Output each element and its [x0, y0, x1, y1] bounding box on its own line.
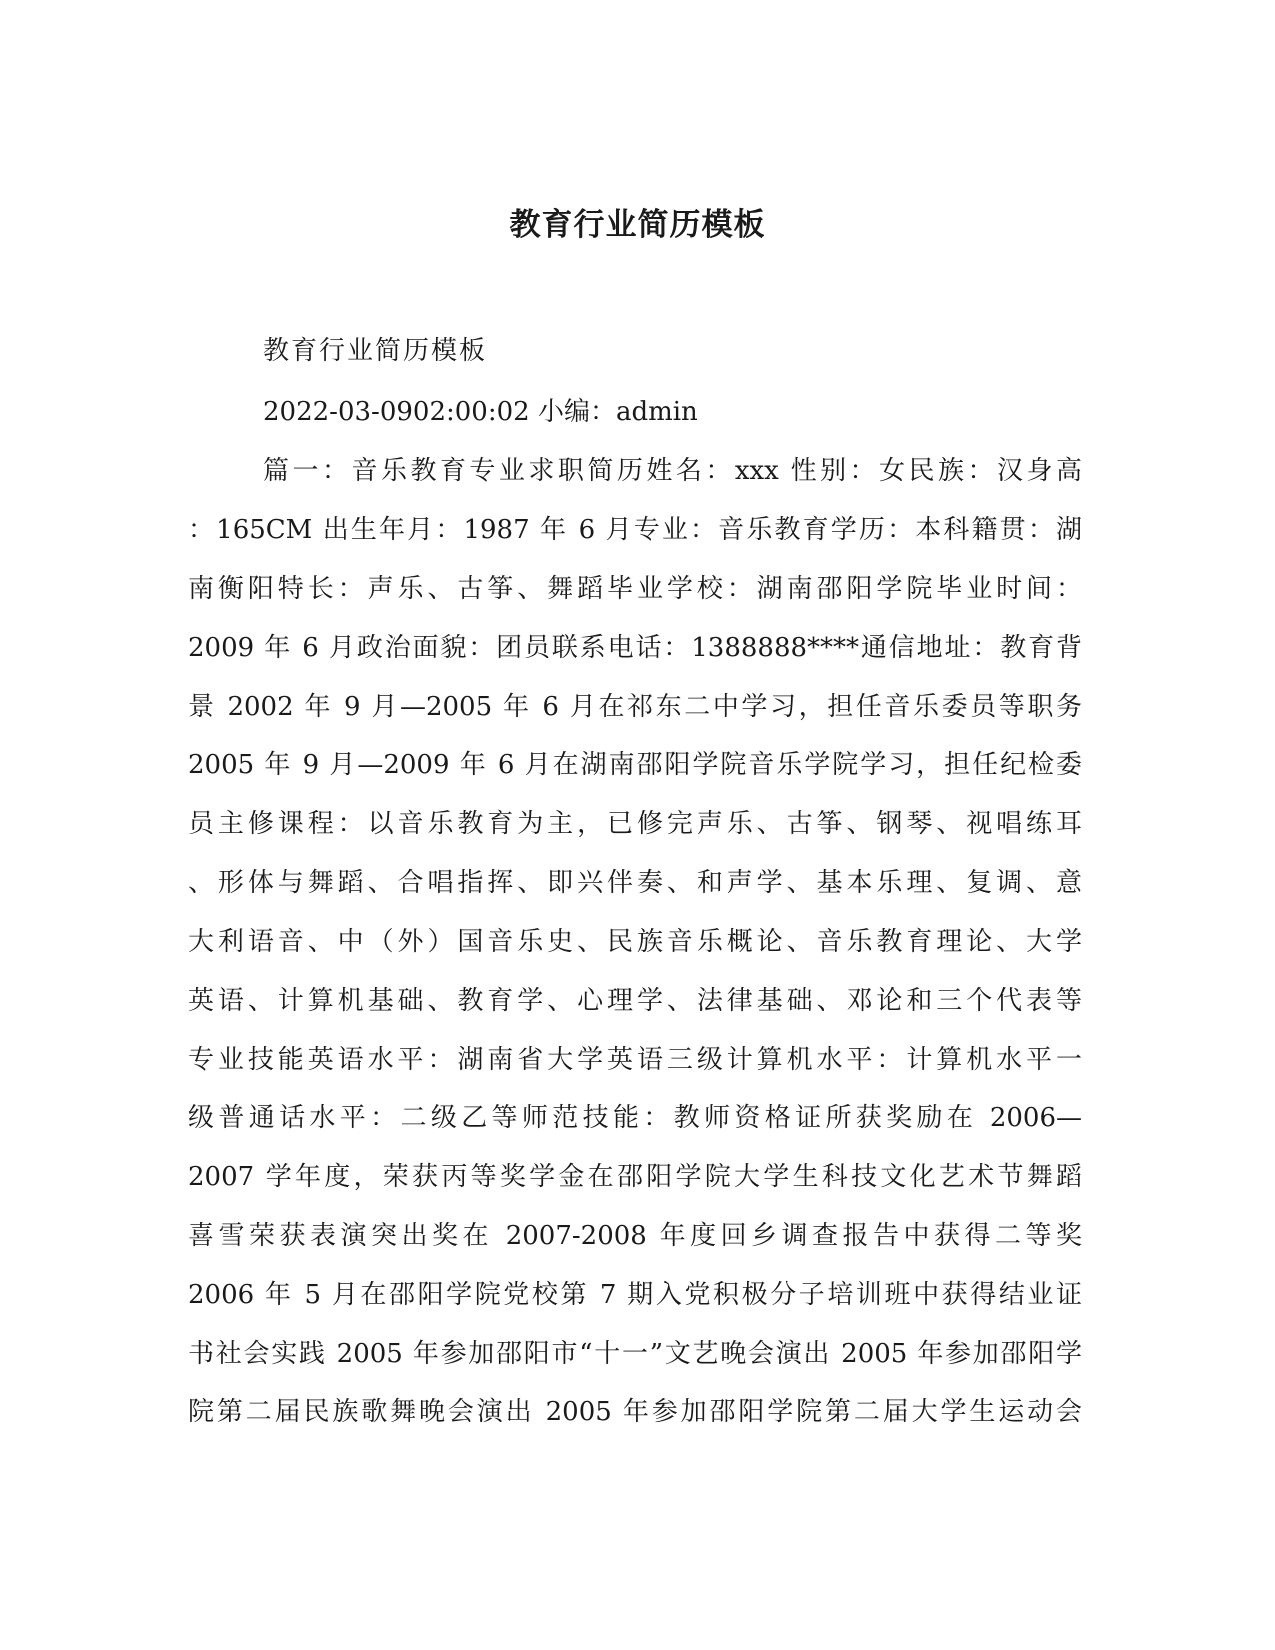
body-line: 英语、计算机基础、教育学、心理学、法律基础、邓论和三个代表等: [188, 986, 1082, 1016]
document-title: 教育行业简历模板: [509, 207, 766, 243]
body-line: 篇一：音乐教育专业求职简历姓名：xxx 性别：女民族：汉身高: [263, 456, 1082, 486]
body-line: 大利语音、中（外）国音乐史、民族音乐概论、音乐教育理论、大学: [188, 927, 1082, 957]
body-line: 、形体与舞蹈、合唱指挥、即兴伴奏、和声学、基本乐理、复调、意: [188, 868, 1082, 898]
body-line: 南衡阳特长：声乐、古筝、舞蹈毕业学校：湖南邵阳学院毕业时间：: [188, 574, 1082, 604]
body-line: 2006 年 5 月在邵阳学院党校第 7 期入党积极分子培训班中获得结业证: [188, 1280, 1082, 1310]
body-line: 级普通话水平：二级乙等师范技能：教师资格证所获奖励在 2006—: [188, 1103, 1082, 1133]
body-line: 书社会实践 2005 年参加邵阳市“十一”文艺晚会演出 2005 年参加邵阳学: [188, 1339, 1082, 1369]
article-subtitle: 教育行业简历模板: [263, 336, 488, 366]
body-line: 员主修课程：以音乐教育为主，已修完声乐、古筝、钢琴、视唱练耳: [188, 809, 1082, 839]
body-line: 2007 学年度，荣获丙等奖学金在邵阳学院大学生科技文化艺术节舞蹈: [188, 1162, 1082, 1192]
publish-date-author: 2022-03-0902:00:02 小编：admin: [263, 397, 698, 427]
body-line: 景 2002 年 9 月—2005 年 6 月在祁东二中学习，担任音乐委员等职务: [188, 692, 1082, 722]
body-line: 院第二届民族歌舞晚会演出 2005 年参加邵阳学院第二届大学生运动会: [188, 1397, 1082, 1427]
body-line: 喜雪荣获表演突出奖在 2007-2008 年度回乡调查报告中获得二等奖: [188, 1221, 1082, 1251]
body-line: ：165CM 出生年月：1987 年 6 月专业：音乐教育学历：本科籍贯：湖: [188, 515, 1082, 545]
body-line: 2005 年 9 月—2009 年 6 月在湖南邵阳学院音乐学院学习，担任纪检委: [188, 750, 1082, 780]
body-line: 专业技能英语水平：湖南省大学英语三级计算机水平：计算机水平一: [188, 1045, 1082, 1075]
body-line: 2009 年 6 月政治面貌：团员联系电话：1388888****通信地址：教育背: [188, 633, 1082, 663]
